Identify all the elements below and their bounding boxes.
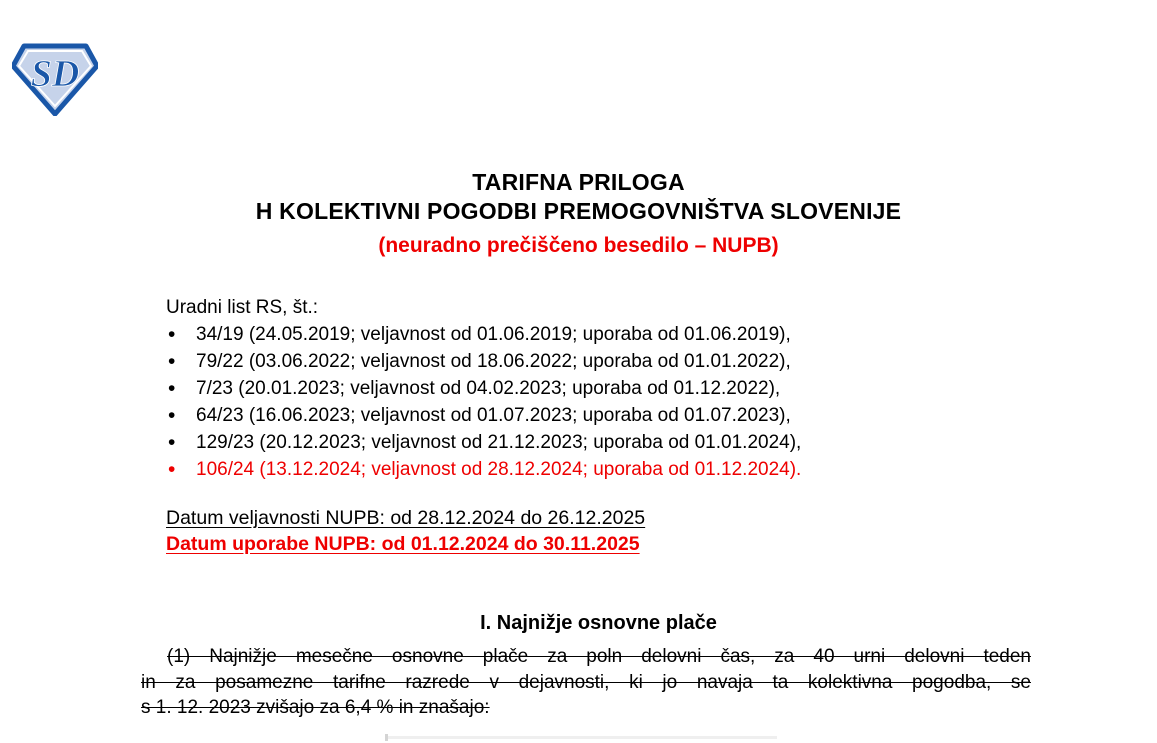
struck-paragraph-line: s 1. 12. 2023 zvišajo za 6,4 % in znašajo: <box>141 697 490 718</box>
validity-date-line: Datum veljavnosti NUPB: od 28.12.2024 do 26.12.2025 <box>166 507 646 529</box>
document-subtitle: (neuradno prečiščeno besedilo – NUPB) <box>378 234 779 257</box>
logo-letters: SD <box>30 53 80 95</box>
sd-shield-logo <box>12 42 98 116</box>
gazette-item: • 7/23 (20.01.2023; veljavnost od 04.02.2023; uporaba od 01.12.2022), <box>166 375 1031 402</box>
usage-date-line: Datum uporabe NUPB: od 01.12.2024 do 30.11.2025 <box>166 533 640 555</box>
gazette-item: • 129/23 (20.12.2023; veljavnost od 21.12.2023; uporaba od 01.01.2024), <box>166 429 1031 456</box>
validity-block <box>166 505 1031 557</box>
gazette-item: • 34/19 (24.05.2019; veljavnost od 01.06.2019; uporaba od 01.06.2019), <box>166 321 1031 348</box>
struck-paragraph <box>141 644 1031 721</box>
sd-shield-icon <box>12 42 98 116</box>
document-title-line1: TARIFNA PRILOGA <box>472 169 685 195</box>
gazette-item-latest: • 106/24 (13.12.2024; veljavnost od 28.12.2024; uporaba od 01.12.2024). <box>166 456 1031 483</box>
section-heading: I. Najnižje osnovne plače <box>480 612 717 634</box>
gazette-item: • 64/23 (16.06.2023; veljavnost od 01.07.2023; uporaba od 01.07.2023), <box>166 402 1031 429</box>
document-title-line2: H KOLEKTIVNI POGODBI PREMOGOVNIŠTVA SLOVENIJE <box>255 198 902 224</box>
title-block <box>0 168 1157 259</box>
cutoff-table-top-edge <box>385 736 777 739</box>
document-body <box>141 294 1031 721</box>
struck-paragraph-line: (1) Najnižje mesečne osnovne plače za poln delovni čas, za 40 urni delovni teden <box>167 646 1031 667</box>
struck-paragraph-line: in za posamezne tarifne razrede v dejavnosti, ki jo navaja ta kolektivna pogodba, se <box>141 671 1031 693</box>
gazette-intro: Uradni list RS, št.: <box>166 297 319 318</box>
gazette-item: • 79/22 (03.06.2022; veljavnost od 18.06.2022; uporaba od 01.01.2022), <box>166 348 1031 375</box>
gazette-list <box>166 321 1031 483</box>
